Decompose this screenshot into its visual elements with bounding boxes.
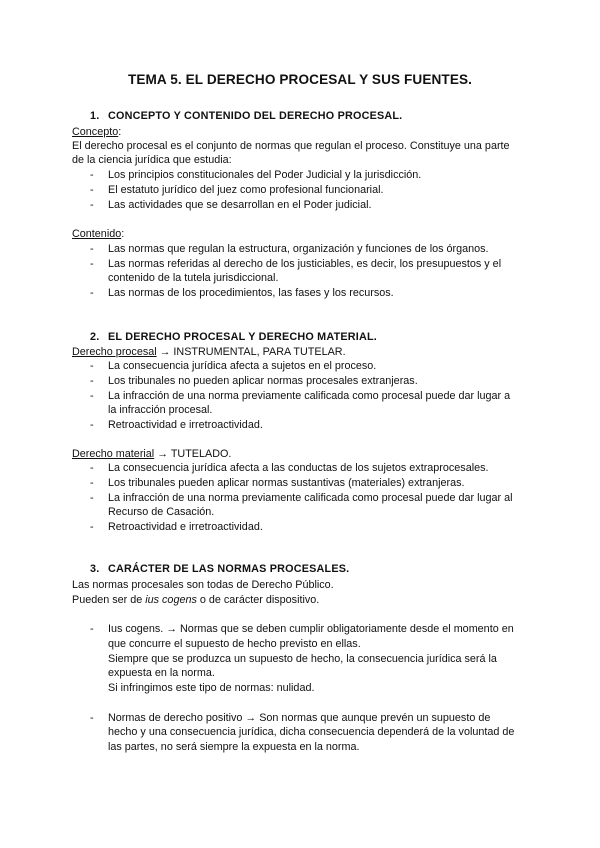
list-item-text: Recurso de Casación. [108,506,215,518]
derecho-material-label: Derecho material → TUTELADO. [72,448,232,460]
list-item-text: Si infringimos este tipo de normas: nulidad. [108,682,315,694]
list-item-text: Retroactividad e irretroactividad. [108,419,263,431]
list-item: - [90,375,94,387]
list-item-text: La infracción de una norma previamente calificada como procesal puede dar lugar al [108,492,513,504]
list-item-text: Los tribunales no pueden aplicar normas procesales extranjeras. [108,375,418,387]
list-item-text: Los tribunales pueden aplicar normas sustantivas (materiales) extranjeras. [108,477,465,489]
section-1-heading: 1. CONCEPTO Y CONTENIDO DEL DERECHO PROCESAL. [90,110,403,122]
list-item: - [90,712,94,724]
list-item: - [90,360,94,372]
list-item: - [90,243,94,255]
list-item: - [90,462,94,474]
list-item: - [90,521,94,533]
list-item-text: contenido de la tutela jurisdiccional. [108,272,279,284]
list-item-text: Las normas que regulan la estructura, organización y funciones de los órganos. [108,243,489,255]
list-item-text: La infracción de una norma previamente calificada como procesal puede dar lugar a [108,390,511,402]
concepto-text-2: de la ciencia jurídica que estudia: [72,154,232,166]
caracter-text-1: Las normas procesales son todas de Derecho Público. [72,579,334,591]
list-item: - [90,169,94,181]
document-title: TEMA 5. EL DERECHO PROCESAL Y SUS FUENTES. [127,72,473,87]
list-item-text: Las normas de los procedimientos, las fases y los recursos. [108,287,394,299]
contenido-label: Contenido: [72,228,125,240]
list-item-text: Siempre que se produzca un supuesto de hecho, la consecuencia jurídica será la [108,653,497,665]
list-item: - [90,492,94,504]
list-item-text: Ius cogens. → Normas que se deben cumplir obligatoriamente desde el momento en [108,623,514,635]
list-item-text: La consecuencia jurídica afecta a las conductas de los sujetos extraprocesales. [108,462,489,474]
list-item-text: Las actividades que se desarrollan en el Poder judicial. [108,199,372,211]
list-item: - [90,419,94,431]
concepto-text-1: El derecho procesal es el conjunto de normas que regulan el proceso. Constituye una parte [72,140,510,152]
list-item: - [90,477,94,489]
section-2-heading: 2. EL DERECHO PROCESAL Y DERECHO MATERIAL. [90,331,377,343]
caracter-text-2: Pueden ser de ius cogens o de carácter dispositivo. [72,594,320,606]
list-item-text: las partes, no será siempre la expuesta en la norma. [108,741,360,753]
list-item: - [90,258,94,270]
list-item-text: Normas de derecho positivo → Son normas que aunque prevén un supuesto de [108,712,491,724]
derecho-procesal-label: Derecho procesal → INSTRUMENTAL, PARA TUTELAR. [72,346,346,358]
list-item: - [90,390,94,402]
list-item-text: la infracción procesal. [108,404,213,416]
list-item: - [90,623,94,635]
list-item-text: Los principios constitucionales del Poder Judicial y la jurisdicción. [108,169,422,181]
list-item-text: Retroactividad e irretroactividad. [108,521,263,533]
list-item-text: La consecuencia jurídica afecta a sujetos en el proceso. [108,360,377,372]
list-item-text: que concurre el supuesto de hecho previsto en ellas. [108,638,361,650]
list-item-text: El estatuto jurídico del juez como profesional funcionarial. [108,184,384,196]
list-item: - [90,287,94,299]
list-item-text: hecho y una consecuencia jurídica, dicha consecuencia dependerá de la voluntad de [108,726,515,738]
list-item-text: expuesta en la norma. [108,667,215,679]
list-item: - [90,199,94,211]
section-3-heading: 3. CARÁCTER DE LAS NORMAS PROCESALES. [90,563,350,575]
concepto-label: Concepto: [72,126,122,138]
list-item-text: Las normas referidas al derecho de los justiciables, es decir, los presupuestos y el [108,258,502,270]
list-item: - [90,184,94,196]
